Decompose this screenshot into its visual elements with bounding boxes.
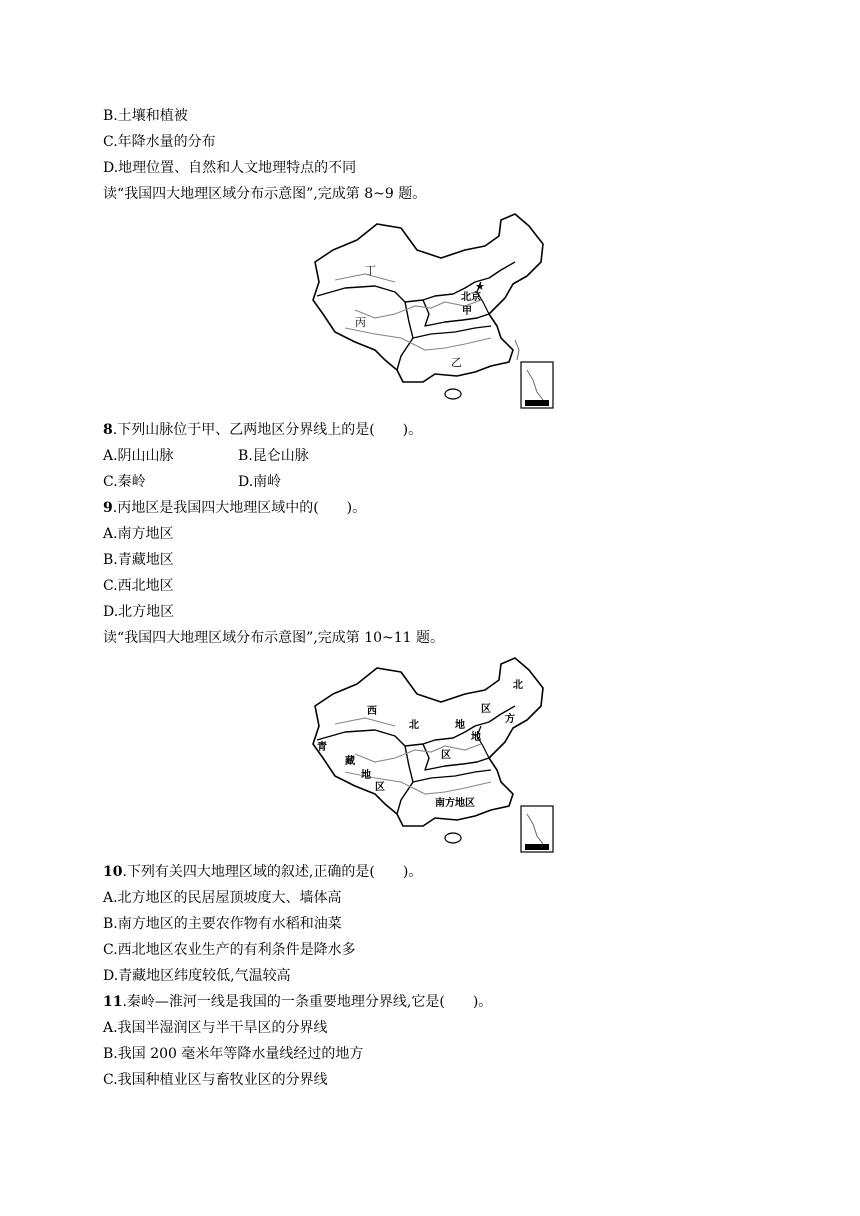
question-9: 9.丙地区是我国四大地理区域中的( )。	[103, 500, 367, 516]
q8-option-d: D.南岭	[238, 474, 282, 490]
q9-option-a: A.南方地区	[103, 526, 174, 542]
label-beijing: 北京	[461, 292, 481, 303]
intro-q10-11: 读“我国四大地理区域分布示意图”,完成第 10~11 题。	[103, 630, 445, 646]
label-south-region: 南方地区	[435, 798, 475, 809]
label-nw-xi: 西	[367, 706, 377, 717]
q10-option-b: B.南方地区的主要农作物有水稻和油菜	[103, 916, 342, 932]
label-jia: 甲	[462, 306, 472, 317]
q8-options-row-1	[103, 446, 309, 466]
q10-option-a: A.北方地区的民居屋顶坡度大、墙体高	[103, 890, 342, 906]
q9-option-b: B.青藏地区	[103, 552, 174, 568]
q8-option-c: C.秦岭	[103, 474, 146, 490]
question-10: 10.下列有关四大地理区域的叙述,正确的是( )。	[103, 864, 423, 880]
label-q-di: 地	[361, 770, 371, 781]
label-q-qu: 区	[375, 782, 385, 793]
q8-option-b: B.昆仑山脉	[238, 448, 309, 464]
label-n-di: 地	[471, 732, 481, 743]
intro-q8-9: 读“我国四大地理区域分布示意图”,完成第 8~9 题。	[103, 186, 427, 202]
q10-option-c: C.西北地区农业生产的有利条件是降水多	[103, 942, 356, 958]
label-bing: 丙	[355, 316, 366, 329]
label-nw-bei: 北	[409, 720, 419, 731]
china-regions-map-2	[305, 654, 557, 854]
label-n-qu: 区	[481, 704, 491, 715]
label-n-fang: 方	[505, 714, 515, 725]
q8-options-row-2	[103, 472, 282, 492]
star-icon: ★	[475, 280, 485, 293]
question-11: 11.秦岭—淮河一线是我国的一条重要地理分界线,它是( )。	[103, 994, 493, 1010]
q10-option-d: D.青藏地区纬度较低,气温较高	[103, 968, 291, 984]
q9-option-d: D.北方地区	[103, 604, 175, 620]
option-d-text: D.地理位置、自然和人文地理特点的不同	[103, 160, 357, 176]
label-nw-qu: 区	[441, 750, 451, 761]
label-q-qing: 青	[317, 742, 327, 753]
q8-option-a: A.阴山山脉	[103, 448, 174, 464]
label-yi: 乙	[451, 356, 462, 369]
option-c-text: C.年降水量的分布	[103, 134, 216, 150]
china-regions-map-1	[305, 210, 557, 410]
label-ding: 丁	[365, 264, 376, 277]
q11-option-a: A.我国半湿润区与半干旱区的分界线	[103, 1020, 328, 1036]
label-nw-di: 地	[455, 720, 465, 731]
q9-option-c: C.西北地区	[103, 578, 174, 594]
label-q-zang: 藏	[345, 756, 355, 767]
q11-option-b: B.我国 200 毫米年等降水量线经过的地方	[103, 1046, 364, 1062]
question-8: 8.下列山脉位于甲、乙两地区分界线上的是( )。	[103, 422, 423, 438]
option-b-text: B.土壤和植被	[103, 108, 188, 124]
q11-option-c: C.我国种植业区与畜牧业区的分界线	[103, 1072, 328, 1088]
label-n-bei: 北	[513, 680, 523, 691]
